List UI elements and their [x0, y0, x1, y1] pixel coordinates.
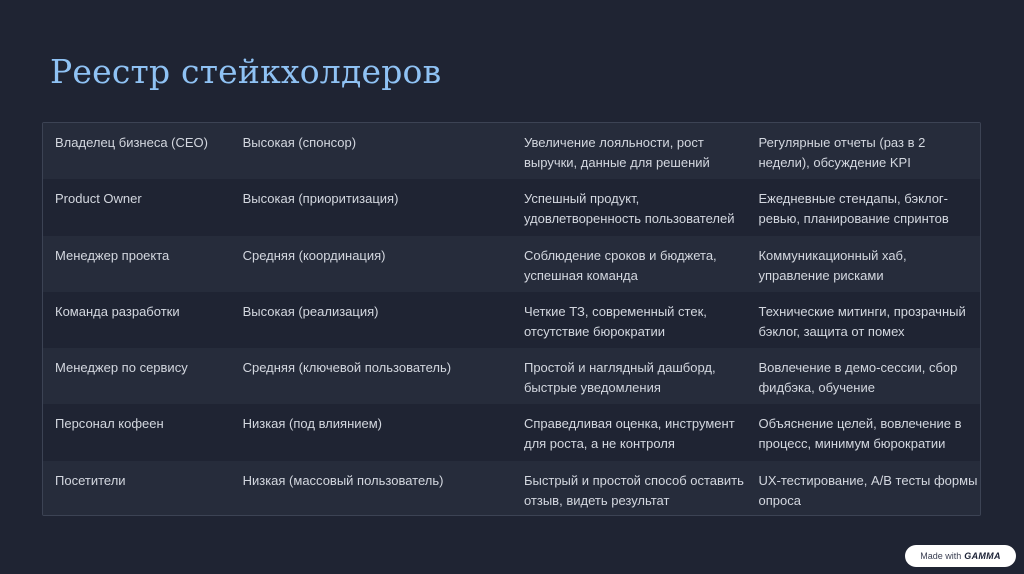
engagement-cell: Вовлечение в демо-сессии, сбор фидбэка, обучение [758, 360, 958, 396]
stakeholder-table [42, 122, 981, 516]
influence-cell: Низкая (массовый пользователь) [242, 472, 444, 488]
gamma-logo: GAMMA [964, 551, 1001, 561]
table-row [43, 123, 980, 179]
table-row [43, 461, 980, 516]
table-row [43, 292, 980, 348]
page-title: Реестр стейкхолдеров [50, 52, 442, 91]
role-cell: Менеджер проекта [55, 247, 170, 263]
engagement-cell: Регулярные отчеты (раз в 2 недели), обсуждение KPI [758, 135, 926, 170]
table-row [43, 179, 980, 235]
engagement-cell: Технические митинги, прозрачный бэклог, защита от помех [758, 303, 966, 339]
role-cell: Product Owner [55, 191, 142, 207]
badge-prefix: Made with [920, 551, 962, 561]
interest-cell: Четкие ТЗ, современный стек, отсутствие бюрократии [523, 303, 707, 339]
table-row [43, 348, 980, 404]
interest-cell: Быстрый и простой способ оставить отзыв, видеть результат [523, 472, 744, 508]
influence-cell: Средняя (координация) [242, 247, 386, 263]
engagement-cell: Коммуникационный хаб, управление рисками [758, 247, 907, 283]
role-cell: Команда разработки [55, 303, 180, 319]
role-cell: Персонал кофеен [55, 416, 164, 432]
engagement-cell: Ежедневные стендапы, бэклог-ревью, планирование спринтов [758, 191, 949, 227]
influence-cell: Высокая (приоритизация) [242, 191, 399, 207]
influence-cell: Средняя (ключевой пользователь) [242, 360, 452, 376]
interest-cell: Справедливая оценка, инструмент для роста, а не контроля [523, 416, 735, 452]
role-cell: Менеджер по сервису [55, 360, 188, 376]
influence-cell: Низкая (под влиянием) [242, 416, 383, 432]
interest-cell: Соблюдение сроков и бюджета, успешная команда [523, 247, 717, 283]
role-cell: Посетители [55, 472, 126, 488]
engagement-cell: UX-тестирование, A/B тесты формы опроса [758, 472, 978, 508]
made-with-gamma-badge[interactable] [905, 545, 1016, 567]
interest-cell: Увеличение лояльности, рост выручки, данные для решений [523, 135, 710, 170]
table-row [43, 404, 980, 460]
interest-cell: Простой и наглядный дашборд, быстрые уведомления [523, 360, 716, 396]
interest-cell: Успешный продукт, удовлетворенность пользователей [523, 191, 735, 227]
influence-cell: Высокая (спонсор) [242, 135, 357, 150]
role-cell: Владелец бизнеса (CEO) [55, 135, 208, 150]
table-row [43, 236, 980, 292]
influence-cell: Высокая (реализация) [242, 303, 379, 319]
engagement-cell: Объяснение целей, вовлечение в процесс, минимум бюрократии [758, 416, 962, 452]
